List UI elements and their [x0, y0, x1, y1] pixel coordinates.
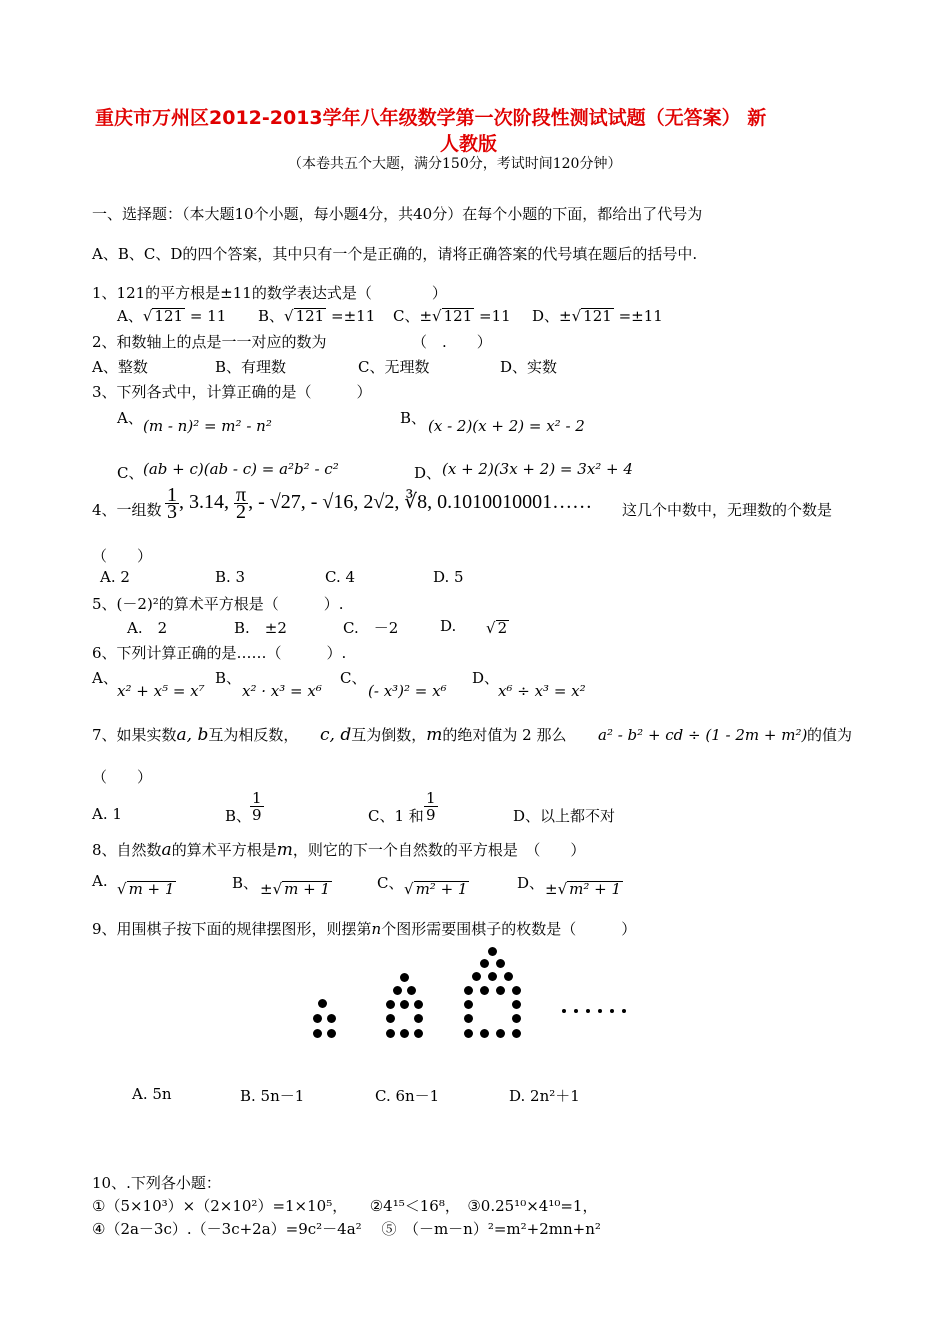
q1-c-rest: =11 [479, 307, 511, 325]
go-stone-fig3 [464, 986, 473, 995]
q3-a-expr: (m - n)² = m² - n² [143, 417, 272, 435]
go-stone-fig3 [480, 1029, 489, 1038]
q4-pi-den: 2 [236, 501, 247, 523]
go-stone-fig3 [512, 1014, 521, 1023]
ellipsis-dot [610, 1009, 614, 1013]
q3-b-expr: (x - 2)(x + 2) = x² - 2 [428, 417, 585, 435]
q4-option-b: B. 3 [215, 568, 246, 586]
q8-d-label: D、 [517, 874, 545, 892]
q2-stem: 2、和数轴上的点是一一对应的数为 [92, 333, 327, 351]
go-stone-fig3 [512, 986, 521, 995]
q9-ellipsis [562, 1007, 636, 1015]
q4-option-c: C. 4 [325, 568, 356, 586]
q6-a-label: A、 [92, 669, 118, 687]
q8-c-sqrt: √ m² + 1 [404, 880, 468, 898]
go-stone-fig3 [488, 947, 497, 956]
q7-p3: 互为倒数， [351, 726, 427, 744]
q7-line-b [320, 724, 566, 745]
q4-bracket: （ ） [92, 547, 153, 565]
q3-d-expr: (x + 2)(3x + 2) = 3x² + 4 [442, 460, 633, 478]
go-stone-fig1 [313, 1014, 322, 1023]
q5-d-radicand: 2 [497, 619, 508, 637]
title-line-2: 人教版 [440, 133, 498, 155]
q1-c-label: C、± [393, 307, 433, 325]
q8-c-label: C、 [377, 874, 404, 892]
q4-math [165, 484, 593, 523]
go-stone-fig3 [464, 1014, 473, 1023]
q7-b-frac [250, 790, 264, 823]
go-stone-fig3 [464, 1029, 473, 1038]
q3-b-label: B、 [400, 409, 427, 427]
q9-option-c: C. 6n－1 [375, 1087, 440, 1105]
q8-b-label: B、 [232, 874, 259, 892]
q4-rest: , - √27, - √16, 2√2, ∛8, 0.1010010001…… [248, 491, 593, 514]
q8-d-sqrt: ±√ m² + 1 [545, 880, 622, 898]
ellipsis-dot [586, 1009, 590, 1013]
q1-option-a: A、√ 121 = 11 [117, 307, 227, 325]
q6-d-expr: x⁶ ÷ x³ = x² [498, 682, 586, 700]
q1-option-c: C、±√ 121 =11 [393, 307, 511, 325]
go-stone-fig3 [480, 959, 489, 968]
q2-option-b: B、有理数 [215, 358, 287, 376]
q8-a-sqrt: √ m + 1 [117, 880, 175, 898]
ellipsis-dot [598, 1009, 602, 1013]
q8-c-radicand: m² + 1 [415, 880, 468, 898]
q10-stem: 10、.下列各小题： [92, 1174, 221, 1192]
q9-option-a: A. 5n [132, 1085, 172, 1103]
go-stone-fig3 [504, 972, 513, 981]
q1-b-rest: =±11 [331, 307, 376, 325]
q7-option-d: D、以上都不对 [513, 807, 616, 825]
q8-p3: ，则它的下一个自然数的平方根是 （ ） [292, 841, 586, 859]
q1-b-label: B、 [258, 307, 285, 325]
q1-a-radicand: 121 [154, 307, 184, 325]
q6-stem: 6、下列计算正确的是……（ ）. [92, 644, 347, 662]
q3-c-expr: (ab + c)(ab - c) = a²b² - c² [143, 460, 339, 478]
q1-d-radicand: 121 [583, 307, 612, 325]
q8-v1: a [161, 840, 172, 860]
q4-fraction-pi-half [234, 484, 248, 523]
q7-b-den: 9 [252, 806, 262, 824]
go-stone-fig2 [414, 1014, 423, 1023]
q7-c-num: 1 [426, 789, 436, 807]
q4-pi-num: π [236, 484, 247, 506]
q3-c-label: C、 [117, 464, 144, 482]
q9-stem [92, 918, 636, 939]
q1-option-d: D、±√ 121 =±11 [532, 307, 663, 325]
q4-prefix: 4、一组数 [92, 501, 162, 519]
q1-option-b: B、√ 121 =±11 [258, 307, 376, 325]
q1-a-label: A、 [117, 307, 143, 325]
q7-p1: 7、如果实数 [92, 726, 177, 744]
q4-option-d: D. 5 [433, 568, 464, 586]
q5-option-d: D. [440, 617, 457, 635]
go-stone-fig3 [464, 1000, 473, 1009]
q1-stem: 1、121的平方根是±11的数学表达式是（ ） [92, 284, 447, 302]
go-stone-fig3 [488, 972, 497, 981]
go-stone-fig2 [400, 973, 409, 982]
q8-b-pre: ± [260, 880, 273, 898]
q7-v1: a, b [176, 725, 209, 745]
q1-c-radicand: 121 [443, 307, 473, 325]
go-stone-fig2 [400, 1000, 409, 1009]
q1-b-radicand: 121 [295, 307, 325, 325]
q7-expr: a² - b² + cd ÷ (1 - 2m + m²) [598, 726, 808, 744]
go-stone-fig1 [327, 1014, 336, 1023]
q1-d-rest: =±11 [618, 307, 663, 325]
q8-d-radicand: m² + 1 [569, 880, 622, 898]
q2-bracket: （ . ） [412, 333, 492, 351]
go-stone-fig3 [496, 959, 505, 968]
q7-line [92, 724, 298, 745]
go-stone-fig3 [496, 986, 505, 995]
go-stone-fig2 [386, 1000, 395, 1009]
go-stone-fig1 [327, 1029, 336, 1038]
q8-p2: 的算术平方根是 [171, 841, 277, 859]
q2-option-d: D、实数 [500, 358, 558, 376]
title-line-1: 重庆市万州区2012-2013学年八年级数学第一次阶段性测试试题（无答案） 新 [95, 107, 767, 129]
q7-v3: m [426, 725, 443, 745]
q3-a-label: A、 [117, 409, 143, 427]
q5-stem: 5、(－2)²的算术平方根是（ ）. [92, 595, 344, 613]
go-stone-fig1 [318, 999, 327, 1008]
q7-p4: 的绝对值为 2 那么 [442, 726, 567, 744]
q3-stem: 3、下列各式中，计算正确的是（ ） [92, 383, 372, 401]
q7-v2: c, d [320, 725, 352, 745]
ellipsis-dot [622, 1009, 626, 1013]
q6-c-expr: (- x³)² = x⁶ [368, 682, 447, 700]
go-stone-fig2 [386, 1029, 395, 1038]
q10-line1: ①（5×10³）×（2×10²）=1×10⁵， ②4¹⁵＜16⁸， ③0.25¹⁰×4¹⁰=1， [92, 1197, 598, 1215]
q7-b-label: B、 [225, 807, 252, 825]
q6-b-label: B、 [215, 669, 242, 687]
q9-p2: 个图形需要围棋子的枚数是（ ） [381, 920, 637, 938]
ellipsis-dot [574, 1009, 578, 1013]
go-stone-fig3 [512, 1029, 521, 1038]
q9-option-b: B. 5n－1 [240, 1087, 305, 1105]
q2-option-a: A、整数 [92, 358, 148, 376]
q7-c-den: 9 [426, 806, 436, 824]
section1-line2: A、B、C、D的四个答案，其中只有一个是正确的，请将正确答案的代号填在题后的括号中. [92, 245, 698, 263]
q8-p1: 8、自然数 [92, 841, 162, 859]
q9-v: n [371, 920, 382, 938]
q6-a-expr: x² + x⁵ = x⁷ [117, 682, 205, 700]
q2-option-c: C、无理数 [358, 358, 430, 376]
q4-fraction-one-third [165, 484, 179, 523]
go-stone-fig3 [512, 1000, 521, 1009]
go-stone-fig2 [386, 1014, 395, 1023]
q8-stem [92, 839, 585, 860]
q5-option-c: C. －2 [343, 619, 399, 637]
go-stone-fig2 [414, 1000, 423, 1009]
q7-bracket: （ ） [92, 768, 153, 786]
q7-c-frac [424, 790, 438, 823]
q10-line2: ④（2a－3c）.（－3c+2a）=9c²－4a² ⑤ （－m－n）²=m²+2mn+n² [92, 1220, 601, 1238]
q8-a-radicand: m + 1 [128, 880, 175, 898]
q5-option-a: A. 2 [127, 619, 168, 637]
q8-a-label: A. [92, 872, 108, 890]
q7-p2: 互为相反数， [208, 726, 299, 744]
q7-option-a: A. 1 [92, 805, 122, 823]
go-stone-fig1 [313, 1029, 322, 1038]
go-stone-fig2 [400, 1029, 409, 1038]
q4-suffix: 这几个中数中，无理数的个数是 [622, 501, 833, 519]
ellipsis-dot [562, 1009, 566, 1013]
q7-c-label: C、1 和 [368, 807, 424, 825]
q3-d-label: D、 [414, 464, 442, 482]
q5-option-b: B. ±2 [234, 619, 287, 637]
q8-b-sqrt: ±√ m + 1 [260, 880, 331, 898]
q4-mid1: , 3.14, [179, 491, 234, 514]
q5-d-sqrt: √ 2 [486, 619, 508, 637]
q9-p1: 9、用围棋子按下面的规律摆图形，则摆第 [92, 920, 372, 938]
q8-b-radicand: m + 1 [284, 880, 331, 898]
go-stone-fig2 [393, 986, 402, 995]
go-stone-fig2 [407, 986, 416, 995]
q8-v2: m [276, 840, 293, 860]
section1-line1: 一、选择题：（本大题10个小题，每小题4分，共40分）在每个小题的下面，都给出了代号为 [92, 205, 703, 223]
q8-d-pre: ± [545, 880, 558, 898]
q7-b-num: 1 [252, 789, 262, 807]
go-stone-fig3 [472, 972, 481, 981]
subtitle: （本卷共五个大题，满分150分，考试时间120分钟） [288, 156, 622, 172]
q4-option-a: A. 2 [100, 568, 130, 586]
q6-b-expr: x² · x³ = x⁶ [242, 682, 322, 700]
q6-d-label: D、 [472, 669, 500, 687]
q1-a-rest: = 11 [189, 307, 227, 325]
q4-frac-den: 3 [167, 501, 177, 523]
go-stone-fig3 [496, 1029, 505, 1038]
go-stone-fig2 [414, 1029, 423, 1038]
go-stone-fig3 [480, 986, 489, 995]
q6-c-label: C、 [340, 669, 367, 687]
q1-d-label: D、± [532, 307, 572, 325]
q9-option-d: D. 2n²＋1 [509, 1087, 580, 1105]
q7-p5: 的值为 [807, 726, 853, 744]
q4-frac-num: 1 [167, 484, 177, 506]
